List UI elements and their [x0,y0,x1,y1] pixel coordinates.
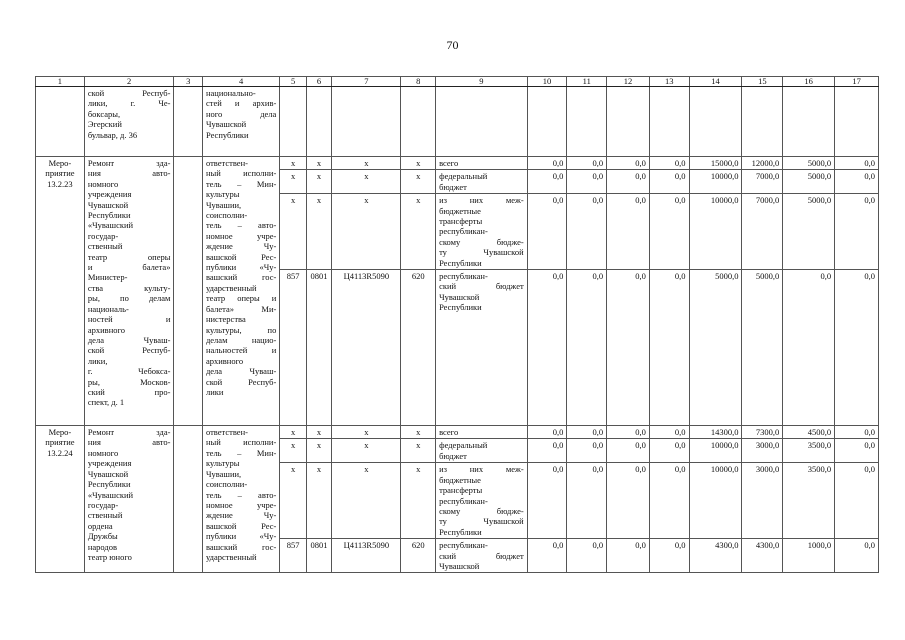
target-article-cell: x [332,463,401,539]
funding-source-cell-line: ту Чувашской [439,516,524,527]
amount-cell: 7000,0 [742,170,783,194]
funding-source-cell-line: всего [439,427,459,438]
executor-cell-line: ный исполни- [205,437,277,448]
object-cell-line: дела Чуваш- [87,334,171,345]
object-cell-line: ностей и [87,314,171,325]
object-cell-line: народов [87,541,118,552]
executor-cell-line: нистерства [205,314,246,325]
measure-label-cell [36,87,85,157]
amount-cell: 0,0 [607,170,650,194]
funding-source-cell-line: республикан- [439,226,488,237]
amount-cell: 0,0 [649,439,689,463]
amount-cell: 0,0 [835,194,879,270]
funding-source-cell-line: республикан- [439,271,488,282]
expense-type-cell: x [401,170,436,194]
amount-cell: 0,0 [835,157,879,170]
funding-source-cell [436,539,528,573]
column-number: 14 [689,77,742,87]
funding-source-cell-line: Чувашской [439,291,480,302]
executor-cell-line: культуры, по [205,324,277,335]
empty-cell [174,87,203,157]
empty-cell [174,157,203,426]
object-cell-line: Ремонт зда- [87,427,171,438]
funding-source-cell-line: Республики [439,257,482,268]
object-cell-line: ской Респуб- [87,88,171,98]
funding-source-cell-line: республикан- [439,495,488,506]
executor-cell-line: стей и архив- [205,98,277,109]
executor-cell-line: тель – Мин- [205,447,277,458]
column-number: 11 [567,77,607,87]
expense-type-cell: 620 [401,539,436,573]
expense-type-cell: x [401,426,436,439]
amount-cell: 7000,0 [742,194,783,270]
page-number: 70 [446,38,459,52]
amount-cell: 4300,0 [742,539,783,573]
measure-label-cell-line: Меро- [48,158,72,168]
object-cell-line: ской Респуб- [87,345,171,356]
amount-cell: 0,0 [649,539,689,573]
expense-type-cell: x [401,439,436,463]
funding-source-cell-line: Чувашской [439,560,480,571]
executor-cell-line: Чувашии, [205,199,242,210]
amount-cell: 1000,0 [783,539,835,573]
object-cell-line: театр оперы [87,251,171,262]
grbs-code-cell: x [280,439,306,463]
amount-cell: 0,0 [649,426,689,439]
amount-cell: 0,0 [607,426,650,439]
table-row [36,426,879,439]
object-cell-line: Республики [87,479,131,490]
amount-cell: 0,0 [649,463,689,539]
executor-cell-line: тель – авто- [205,489,277,500]
executor-cell-line: публики «Чу- [205,262,277,273]
empty-cell [742,87,783,157]
amount-cell: 0,0 [783,270,835,426]
grbs-code-cell: x [280,463,306,539]
funding-source-cell-line: всего [439,158,459,168]
column-number: 15 [742,77,783,87]
expense-type-cell: 620 [401,270,436,426]
budget-table [35,76,879,573]
grbs-code-cell: x [280,426,306,439]
target-article-cell: Ц4113R5090 [332,539,401,573]
amount-cell: 10000,0 [689,170,742,194]
empty-cell [649,87,689,157]
funding-source-cell-line: скому бюдже- [439,236,524,247]
executor-cell-line: Чувашской [205,119,247,130]
executor-cell-line: Чувашии, [205,468,242,479]
executor-cell-line: ударственный [205,282,257,293]
empty-cell [332,87,401,157]
funding-source-cell [436,439,528,463]
object-cell-line: Дружбы [87,531,118,542]
executor-cell-line: культуры [205,189,240,200]
executor-cell-line: вашский гос- [205,272,277,283]
object-cell-line: бульвар, д. 36 [87,129,138,140]
funding-source-cell-line: федеральный [439,171,488,182]
executor-cell-line: ской Респуб- [205,376,277,387]
object-cell-line: боксары, [87,108,121,119]
amount-cell: 0,0 [607,539,650,573]
funding-source-cell-line: Республики [439,302,482,313]
amount-cell: 0,0 [835,539,879,573]
executor-cell-line: вашской Рес- [205,520,277,531]
amount-cell: 0,0 [835,426,879,439]
amount-cell: 3000,0 [742,439,783,463]
amount-cell: 5000,0 [783,194,835,270]
object-cell-line: и балета» [87,262,171,273]
object-cell-line: Чувашской [87,199,129,210]
funding-source-cell [436,157,528,170]
executor-cell-line: театр оперы и [205,293,277,304]
column-number: 8 [401,77,436,87]
executor-cell-line: ного дела [205,108,277,119]
target-article-cell: x [332,194,401,270]
funding-source-cell-line: скому бюдже- [439,505,524,516]
executor-cell [202,87,279,157]
target-article-cell: Ц4113R5090 [332,270,401,426]
executor-cell-line: ждение Чу- [205,241,277,252]
object-cell-line: Эгерский [87,119,122,130]
measure-label-cell-line: приятие [45,168,75,179]
column-number: 9 [436,77,528,87]
amount-cell: 0,0 [649,170,689,194]
empty-cell [783,87,835,157]
empty-cell [835,87,879,157]
executor-cell-line: номное учре- [205,230,277,241]
amount-cell: 0,0 [527,270,567,426]
expense-type-cell: x [401,463,436,539]
funding-source-cell [436,194,528,270]
section-code-cell: x [306,194,331,270]
object-cell-line: ства культу- [87,282,171,293]
amount-cell: 3500,0 [783,463,835,539]
funding-source-cell-line: ту Чувашской [439,247,524,258]
funding-source-cell-line: из них меж- [439,195,524,206]
object-cell-line: ния авто- [87,168,171,179]
amount-cell: 0,0 [527,170,567,194]
continuation-row [36,87,879,157]
column-number: 16 [783,77,835,87]
object-cell-line: «Чувашский [87,220,134,231]
amount-cell: 0,0 [835,439,879,463]
executor-cell-line: культуры [205,458,240,469]
empty-cell [280,87,306,157]
measure-label-cell-line: приятие [45,437,75,448]
object-cell-line: ордена [87,520,113,531]
object-cell-line: г. Чебокса- [87,366,171,377]
amount-cell: 0,0 [607,270,650,426]
section-code-cell: x [306,463,331,539]
grbs-code-cell: x [280,194,306,270]
object-cell-line: номного [87,447,119,458]
section-code-cell: x [306,157,331,170]
object-cell-line: учреждения [87,458,132,469]
expense-type-cell: x [401,194,436,270]
object-cell-line: ры, по делам [87,293,171,304]
column-number: 10 [527,77,567,87]
column-number: 6 [306,77,331,87]
grbs-code-cell: x [280,170,306,194]
executor-cell-line: ждение Чу- [205,510,277,521]
amount-cell: 0,0 [607,439,650,463]
amount-cell: 0,0 [527,157,567,170]
amount-cell: 0,0 [607,463,650,539]
section-code-cell: x [306,426,331,439]
amount-cell: 0,0 [649,270,689,426]
measure-label-cell [36,157,85,426]
amount-cell: 3500,0 [783,439,835,463]
object-cell-line: учреждения [87,189,132,200]
object-cell-line: государ- [87,499,119,510]
amount-cell: 0,0 [527,439,567,463]
executor-cell-line: ударственный [205,551,257,562]
expense-type-cell: x [401,157,436,170]
target-article-cell: x [332,170,401,194]
funding-source-cell [436,270,528,426]
amount-cell: 0,0 [567,463,607,539]
object-cell [84,87,174,157]
executor-cell-line: соисполни- [205,210,248,221]
executor-cell-line: балета» Ми- [205,303,277,314]
executor-cell-line: публики «Чу- [205,531,277,542]
object-cell-line: Ремонт зда- [87,158,171,168]
section-code-cell: x [306,170,331,194]
amount-cell: 5000,0 [689,270,742,426]
amount-cell: 5000,0 [742,270,783,426]
column-number-row [36,77,879,87]
empty-cell [436,87,528,157]
funding-source-cell-line: из них меж- [439,464,524,475]
executor-cell-line: национально- [205,88,256,98]
object-cell-line: театр юного [87,551,132,562]
funding-source-cell-line: Республики [439,526,482,537]
funding-source-cell-line: трансферты [439,216,483,227]
executor-cell-line: ный исполни- [205,168,277,179]
empty-cell [174,426,203,573]
amount-cell: 0,0 [567,539,607,573]
measure-label-cell [36,426,85,573]
grbs-code-cell: 857 [280,270,306,426]
funding-source-cell [436,426,528,439]
object-cell [84,157,174,426]
executor-cell-line: делам нацио- [205,334,277,345]
target-article-cell: x [332,439,401,463]
object-cell-line: Республики [87,210,131,221]
amount-cell: 0,0 [835,170,879,194]
amount-cell: 15000,0 [689,157,742,170]
object-cell-line: ственный [87,510,123,521]
empty-cell [401,87,436,157]
amount-cell: 7300,0 [742,426,783,439]
object-cell-line: ский про- [87,386,171,397]
amount-cell: 0,0 [649,157,689,170]
object-cell-line: архивного [87,324,126,335]
executor-cell-line: ответствен- [205,158,248,168]
amount-cell: 12000,0 [742,157,783,170]
column-number: 12 [607,77,650,87]
measure-label-cell-line: Меро- [48,427,72,438]
object-cell-line: государ- [87,230,119,241]
executor-cell [202,157,279,426]
amount-cell: 0,0 [567,270,607,426]
amount-cell: 0,0 [567,439,607,463]
section-code-cell: 0801 [306,270,331,426]
section-code-cell: x [306,439,331,463]
amount-cell: 10000,0 [689,439,742,463]
object-cell-line: спект, д. 1 [87,397,125,408]
section-code-cell: 0801 [306,539,331,573]
empty-cell [567,87,607,157]
funding-source-cell-line: ский бюджет [439,550,524,561]
amount-cell: 10000,0 [689,463,742,539]
executor-cell [202,426,279,573]
column-number: 2 [84,77,174,87]
executor-cell-line: номное учре- [205,499,277,510]
amount-cell: 0,0 [649,194,689,270]
executor-cell-line: тель – авто- [205,220,277,231]
column-number: 4 [202,77,279,87]
amount-cell: 4500,0 [783,426,835,439]
grbs-code-cell: x [280,157,306,170]
column-number: 5 [280,77,306,87]
executor-cell-line: ответствен- [205,427,248,438]
amount-cell: 0,0 [567,157,607,170]
empty-cell [689,87,742,157]
column-number: 17 [835,77,879,87]
empty-cell [306,87,331,157]
empty-cell [607,87,650,157]
funding-source-cell-line: ский бюджет [439,281,524,292]
funding-source-cell [436,463,528,539]
amount-cell: 0,0 [607,157,650,170]
amount-cell: 0,0 [567,194,607,270]
funding-source-cell-line: бюджетные [439,205,481,216]
object-cell-line: ния авто- [87,437,171,448]
table-row [36,157,879,170]
target-article-cell: x [332,426,401,439]
executor-cell-line: тель – Мин- [205,178,277,189]
column-number: 1 [36,77,85,87]
object-cell-line: ры, Москов- [87,376,171,387]
executor-cell-line: вашской Рес- [205,251,277,262]
amount-cell: 0,0 [567,426,607,439]
column-number: 7 [332,77,401,87]
funding-source-cell-line: трансферты [439,485,483,496]
executor-cell-line: соисполни- [205,479,248,490]
executor-cell-line: дела Чуваш- [205,366,277,377]
object-cell-line: ственный [87,241,123,252]
executor-cell-line: нальностей и [205,345,277,356]
amount-cell: 0,0 [527,463,567,539]
amount-cell: 5000,0 [783,157,835,170]
amount-cell: 0,0 [567,170,607,194]
object-cell-line: номного [87,178,119,189]
funding-source-cell-line: бюджет [439,450,467,461]
amount-cell: 3000,0 [742,463,783,539]
measure-label-cell-line: 13.2.24 [47,447,73,458]
executor-cell-line: Республики [205,129,249,140]
object-cell-line: Чувашской [87,468,129,479]
object-cell-line: лики, [87,355,108,366]
amount-cell: 10000,0 [689,194,742,270]
grbs-code-cell: 857 [280,539,306,573]
object-cell-line: националь- [87,303,129,314]
funding-source-cell-line: бюджет [439,181,467,192]
object-cell-line: лики, г. Че- [87,98,171,109]
funding-source-cell [436,170,528,194]
object-cell-line: «Чувашский [87,489,134,500]
column-number: 3 [174,77,203,87]
column-number: 13 [649,77,689,87]
executor-cell-line: вашский гос- [205,541,277,552]
amount-cell: 0,0 [527,194,567,270]
funding-source-cell-line: бюджетные [439,474,481,485]
executor-cell-line: лики [205,386,224,397]
amount-cell: 14300,0 [689,426,742,439]
amount-cell: 0,0 [607,194,650,270]
funding-source-cell-line: республикан- [439,540,488,551]
amount-cell: 5000,0 [783,170,835,194]
measure-label-cell-line: 13.2.23 [47,178,73,189]
amount-cell: 0,0 [527,539,567,573]
object-cell-line: Министер- [87,272,128,283]
executor-cell-line: архивного [205,355,244,366]
target-article-cell: x [332,157,401,170]
amount-cell: 4300,0 [689,539,742,573]
funding-source-cell-line: федеральный [439,440,488,451]
object-cell [84,426,174,573]
amount-cell: 0,0 [835,270,879,426]
amount-cell: 0,0 [835,463,879,539]
amount-cell: 0,0 [527,426,567,439]
empty-cell [527,87,567,157]
